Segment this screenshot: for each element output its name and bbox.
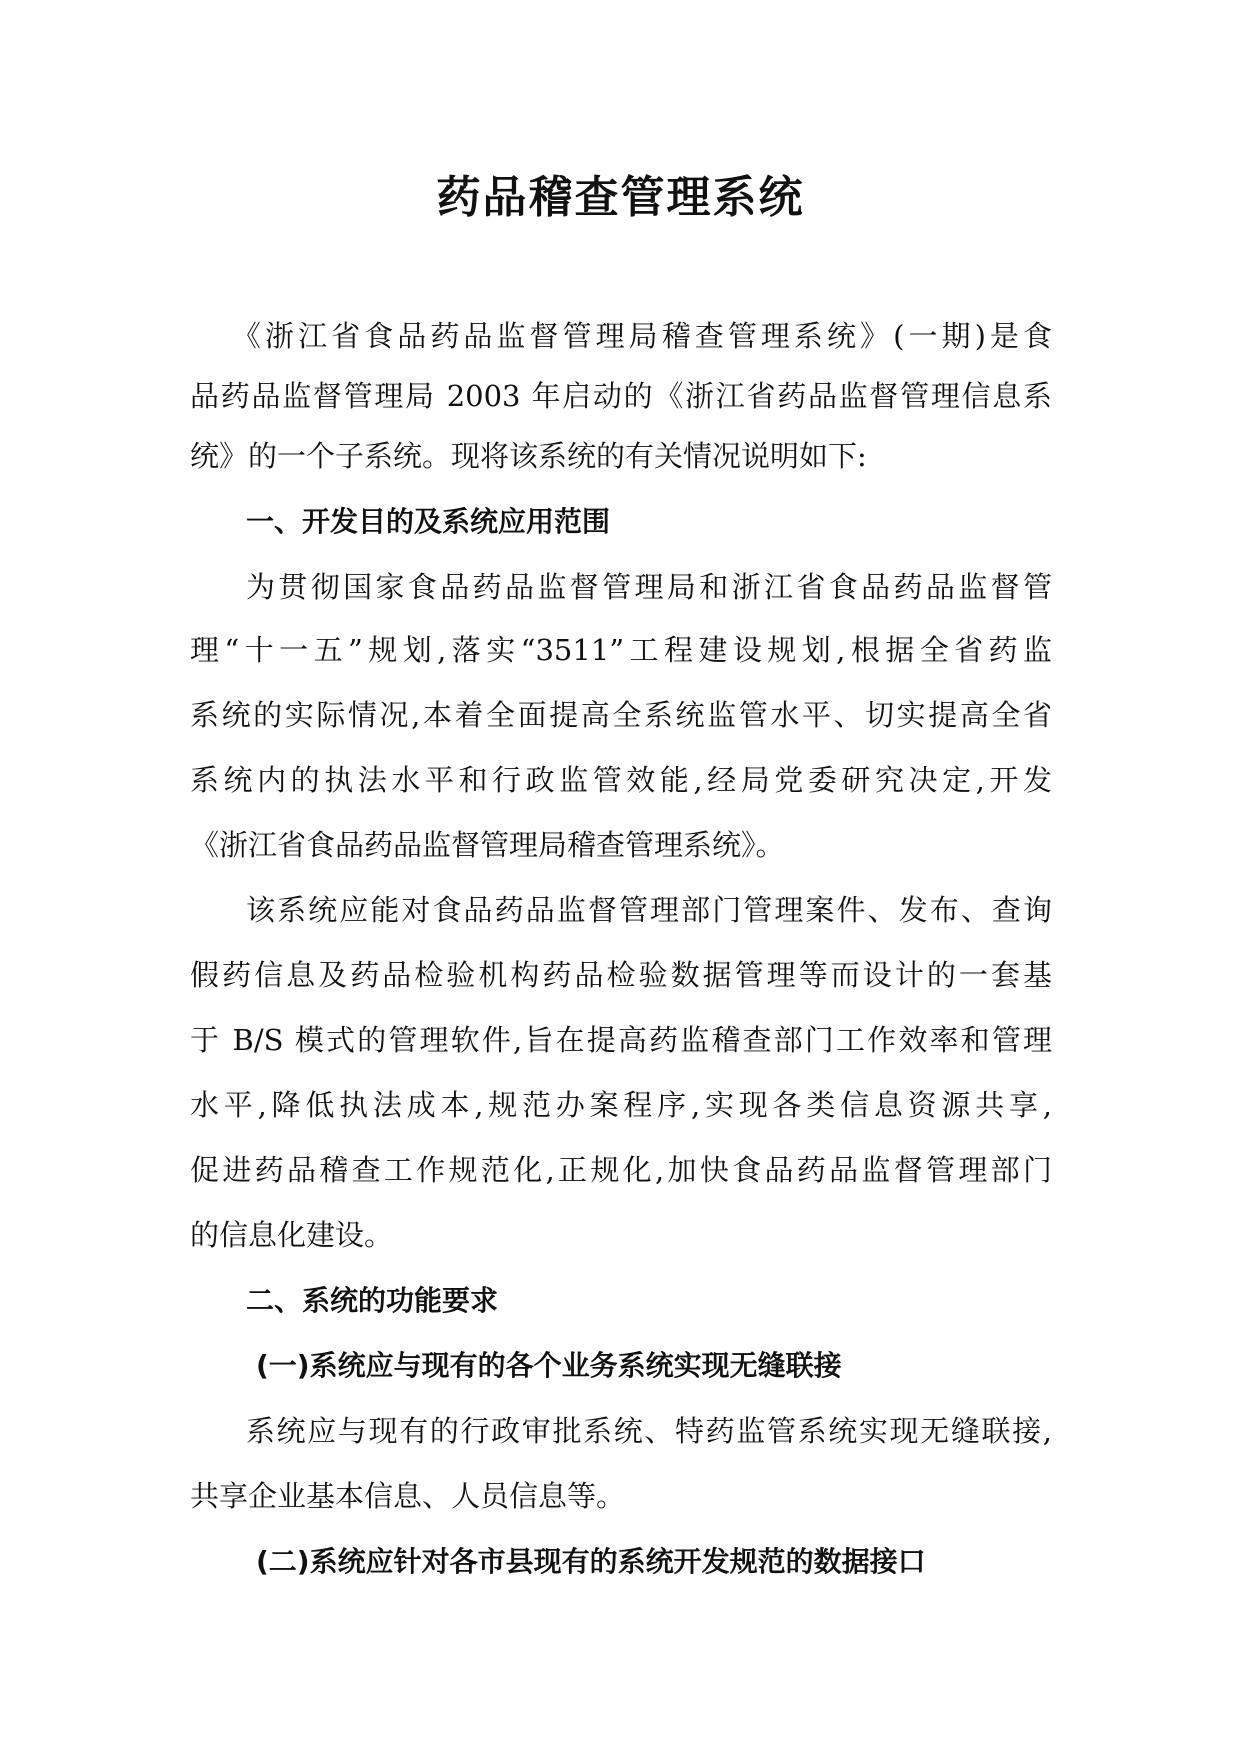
document-title: 药品稽查管理系统 xyxy=(436,172,805,223)
section-heading: 一、开发目的及系统应用范围 xyxy=(246,505,611,538)
paragraph-line: 水平,降低执法成本,规范办案程序,实现各类信息资源共享, xyxy=(190,1088,1052,1122)
paragraph-line: 《浙江省食品药品监督管理局稽查管理系统》。 xyxy=(190,828,785,862)
paragraph-line: 假药信息及药品检验机构药品检验数据管理等而设计的一套基 xyxy=(190,958,1052,992)
paragraph-line: 系统应与现有的行政审批系统、特药监管系统实现无缝联接, xyxy=(246,1414,1052,1448)
paragraph-line: 于 B/S 模式的管理软件,旨在提高药监稽查部门工作效率和管理 xyxy=(190,1023,1052,1057)
paragraph-line: 理“十一五”规划,落实“3511”工程建设规划,根据全省药监 xyxy=(190,633,1052,667)
paragraph-line: 系统的实际情况,本着全面提高全系统监管水平、切实提高全省 xyxy=(190,698,1052,732)
intro-line: 统》的一个子系统。现将该系统的有关情况说明如下: xyxy=(190,439,867,473)
paragraph-line: 该系统应能对食品药品监督管理部门管理案件、发布、查询 xyxy=(246,893,1052,927)
paragraph-line: 促进药品稽查工作规范化,正规化,加快食品药品监督管理部门 xyxy=(190,1153,1052,1187)
subsection-heading: (一)系统应与现有的各个业务系统实现无缝联接 xyxy=(256,1349,842,1382)
paragraph-line: 为贯彻国家食品药品监督管理局和浙江省食品药品监督管 xyxy=(246,570,1052,604)
intro-line: 《浙江省食品药品监督管理局稽查管理系统》(一期)是食 xyxy=(232,319,1052,353)
intro-line: 品药品监督管理局 2003 年启动的《浙江省药品监督管理信息系 xyxy=(190,379,1052,413)
paragraph-line: 系统内的执法水平和行政监管效能,经局党委研究决定,开发 xyxy=(190,763,1052,797)
section-heading: 二、系统的功能要求 xyxy=(246,1284,499,1317)
paragraph-line: 的信息化建设。 xyxy=(190,1218,394,1252)
paragraph-line: 共享企业基本信息、人员信息等。 xyxy=(190,1479,626,1513)
subsection-heading: (二)系统应针对各市县现有的系统开发规范的数据接口 xyxy=(256,1545,926,1578)
